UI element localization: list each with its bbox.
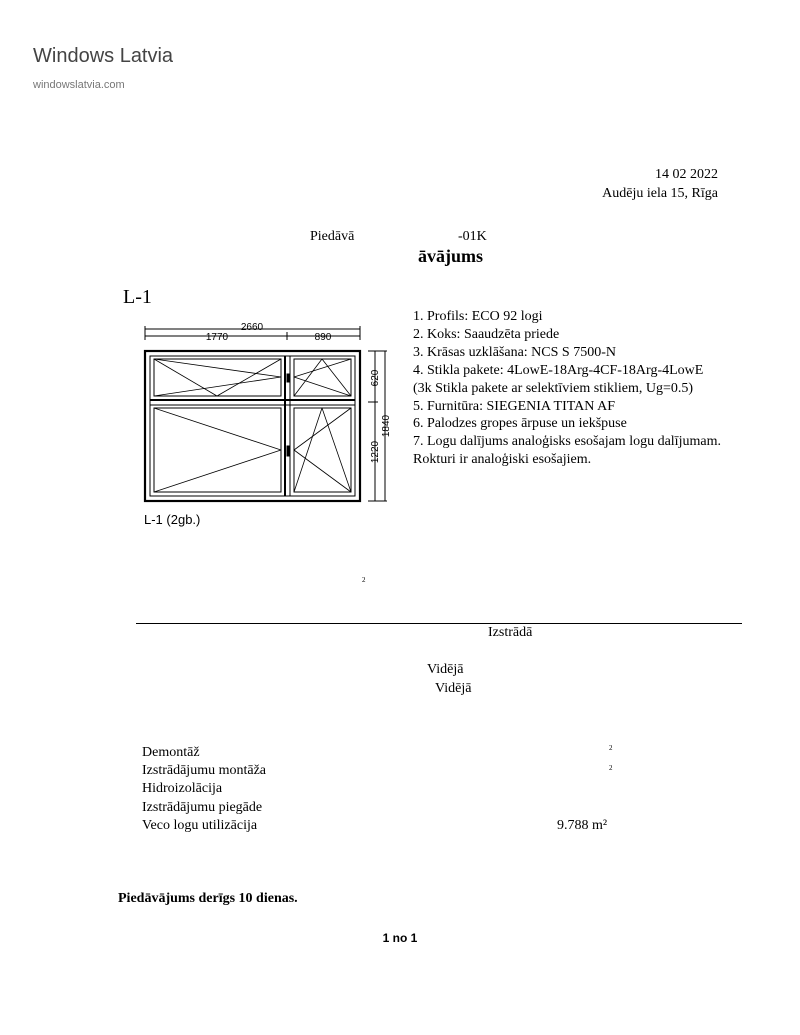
spec-list [413, 308, 721, 469]
document-date: 14 02 2022 [655, 167, 718, 182]
average-label: Vidējā [427, 662, 464, 677]
spec-item: Rokturi ir analoģiski esošajiem. [413, 452, 592, 468]
dim-left-width: 1770 [205, 332, 229, 343]
service-waterproofing: Hidroizolācija [142, 781, 223, 796]
dim-total-width: 2660 [240, 322, 264, 333]
service-disposal: Veco logu utilizācija [142, 818, 258, 833]
dim-top-height: 620 [370, 369, 381, 387]
production-label: Izstrādā [488, 625, 533, 640]
validity-note: Piedāvājums derīgs 10 dienas. [118, 891, 298, 906]
window-drawing [135, 318, 395, 508]
window-label: L-1 [123, 286, 152, 308]
disposal-area-value: 9.788 m² [557, 818, 608, 833]
offer-number: -01K [458, 229, 487, 244]
offer-heading: āvājums [418, 246, 484, 266]
spec-item: 6. Palodzes gropes ārpuse un iekšpuse [413, 416, 627, 432]
dim-bottom-height: 1220 [370, 440, 381, 464]
company-website: windowslatvia.com [33, 79, 125, 91]
document-address: Audēju iela 15, Rīga [602, 186, 718, 201]
dim-right-width: 890 [314, 332, 332, 343]
spec-item: (3k Stikla pakete ar selektīviem stikliem, Ug=0.5) [413, 380, 694, 396]
page-number: 1 no 1 [382, 931, 418, 945]
average-label: Vidējā [435, 681, 472, 696]
spec-item: 7. Logu dalījums analoģisks esošajam logu dalījumam. [413, 434, 721, 450]
dim-total-height: 1840 [381, 414, 392, 438]
service-dismantling: Demontāž [142, 745, 200, 760]
spec-item: 2. Koks: Saaudzēta priede [413, 326, 560, 342]
service-delivery: Izstrādājumu piegāde [142, 800, 263, 815]
offer-title-part-1: Piedāvā [310, 229, 355, 244]
superscript-mark: 2 [609, 764, 613, 772]
superscript-mark: 2 [609, 744, 613, 752]
service-installation: Izstrādājumu montāža [142, 763, 267, 778]
spec-item: 3. Krāsas uzklāšana: NCS S 7500-N [413, 344, 616, 360]
company-name: Windows Latvia [33, 45, 174, 67]
section-divider [136, 623, 742, 624]
window-caption: L-1 (2gb.) [144, 512, 201, 527]
superscript-mark: 2 [362, 576, 366, 584]
spec-item: 1. Profils: ECO 92 logi [413, 309, 543, 324]
spec-item: 4. Stikla pakete: 4LowE-18Arg-4CF-18Arg-4LowE [413, 362, 704, 378]
spec-item: 5. Furnitūra: SIEGENIA TITAN AF [413, 398, 616, 414]
